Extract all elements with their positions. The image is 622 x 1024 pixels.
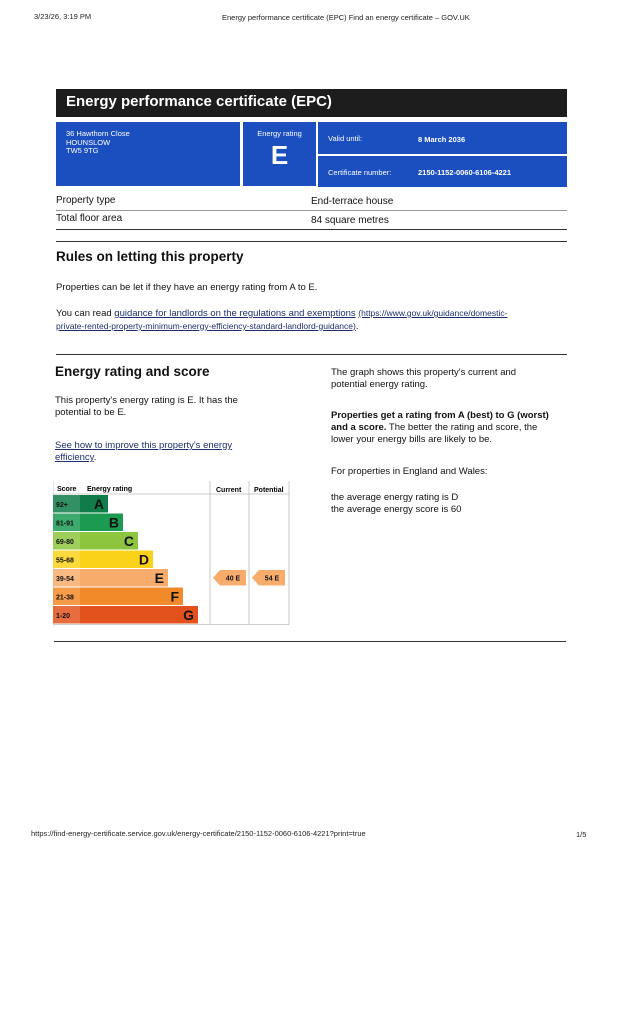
letting-para-2-suffix: . xyxy=(355,321,359,332)
band-letter: A xyxy=(93,496,104,512)
valid-until-label: Valid until: xyxy=(328,134,363,143)
footer-page-number: 1/5 xyxy=(576,830,587,839)
energy-right-para-3: For properties in England and Wales: xyxy=(331,466,488,477)
band-letter: F xyxy=(170,588,179,605)
potential-rating-label: 54 E xyxy=(264,575,280,583)
energy-right-rest-line-3: lower your energy bills are likely to be. xyxy=(331,434,493,445)
address-line-3: TW5 9TG xyxy=(66,146,99,155)
band-score-label: 1-20 xyxy=(56,613,71,620)
band-letter: E xyxy=(154,570,164,586)
energy-right-rest-line-2: The better the rating and score, the xyxy=(386,422,538,433)
letting-para-2-prefix: You can read xyxy=(56,308,115,319)
energy-para-1-line-1: This property's energy rating is E. It has the xyxy=(55,395,238,406)
band-score-label: 69-80 xyxy=(56,539,74,546)
certificate-title: Energy performance certificate (EPC) xyxy=(56,89,567,117)
section-divider xyxy=(56,354,567,355)
energy-right-para-1-line-1: The graph shows this property's current and xyxy=(331,367,517,378)
score-header: Score xyxy=(57,486,77,493)
letting-para-1: Properties can be let if they have an energy rating from A to E. xyxy=(56,282,318,293)
divider xyxy=(56,229,567,230)
band-letter: B xyxy=(108,514,119,531)
band-score-label: 39-54 xyxy=(56,576,74,583)
address-line-2: HOUNSLOW xyxy=(66,137,111,147)
improve-link-line-1[interactable]: See how to improve this property's energy xyxy=(55,440,233,451)
energy-right-para-4 xyxy=(331,492,461,516)
valid-until-box xyxy=(318,122,567,154)
section-divider xyxy=(54,641,566,642)
letting-para-2 xyxy=(56,307,556,333)
property-type-label: Property type xyxy=(56,195,116,206)
energy-rating-letter: E xyxy=(270,140,289,170)
current-header: Current xyxy=(216,487,242,494)
band-bar-f xyxy=(80,588,183,606)
energy-right-bold-line-1: Properties get a rating from A (best) to G (worst) xyxy=(331,410,549,421)
certificate-number-label: Certificate number: xyxy=(328,168,392,177)
rating-header: Energy rating xyxy=(87,486,133,493)
energy-rating-box xyxy=(243,122,316,186)
landlord-guidance-url-1[interactable]: (https://www.gov.uk/guidance/domestic- xyxy=(358,308,508,318)
valid-until-value: 8 March 2036 xyxy=(418,135,466,144)
energy-right-para-1 xyxy=(331,367,567,391)
average-rating-line: the average energy rating is D xyxy=(331,492,459,503)
potential-header: Potential xyxy=(254,487,284,494)
property-type-value: End-terrace house xyxy=(311,196,394,207)
print-page-title: Energy performance certificate (EPC) Find an energy certificate – GOV.UK xyxy=(222,13,470,22)
certificate-number-box xyxy=(318,156,567,187)
certificate-number-value: 2150-1152-0060-6106-4221 xyxy=(418,168,511,177)
divider xyxy=(56,210,567,211)
improve-link-suffix: . xyxy=(93,452,97,463)
energy-right-para-1-line-2: potential energy rating. xyxy=(331,379,428,390)
band-score-label: 92+ xyxy=(56,502,68,509)
letting-heading: Rules on letting this property xyxy=(56,249,244,264)
landlord-guidance-url-2[interactable]: private-rented-property-minimum-energy-efficiency-standard-landlord-guidance) xyxy=(56,321,356,331)
band-letter: G xyxy=(183,607,194,623)
band-letter: C xyxy=(123,533,134,549)
landlord-guidance-link[interactable]: guidance for landlords on the regulations and exemptions xyxy=(114,308,356,319)
average-score-line: the average energy score is 60 xyxy=(331,504,462,515)
energy-rating-label: Energy rating xyxy=(257,129,302,138)
band-score-label: 81-91 xyxy=(56,520,74,528)
floor-area-value: 84 square metres xyxy=(311,215,389,226)
band-letter: D xyxy=(138,551,149,568)
energy-para-1 xyxy=(55,395,238,419)
energy-right-bold-line-2: and a score. xyxy=(331,422,387,433)
footer-url: https://find-energy-certificate.service.gov.uk/energy-certificate/2150-1152-0060-6106-4221?print=true xyxy=(31,829,366,838)
band-score-label: 55-68 xyxy=(56,557,74,565)
band-score-label: 21-38 xyxy=(56,594,74,602)
section-divider xyxy=(56,241,567,242)
floor-area-label: Total floor area xyxy=(56,213,123,224)
improve-link-line-2[interactable]: efficiency xyxy=(55,452,94,463)
chart-bands xyxy=(53,495,198,624)
band-bar-g xyxy=(80,606,198,624)
improve-efficiency-link[interactable] xyxy=(55,440,232,464)
energy-rating-chart xyxy=(53,481,291,629)
energy-right-para-2 xyxy=(331,410,571,446)
current-rating-label: 40 E xyxy=(225,575,241,583)
print-datetime: 3/23/26, 3:19 PM xyxy=(34,12,92,21)
address-box xyxy=(56,122,240,186)
energy-heading: Energy rating and score xyxy=(55,364,210,379)
address-line-1: 36 Hawthorn Close xyxy=(66,129,130,138)
energy-para-1-line-2: potential to be E. xyxy=(55,407,127,418)
